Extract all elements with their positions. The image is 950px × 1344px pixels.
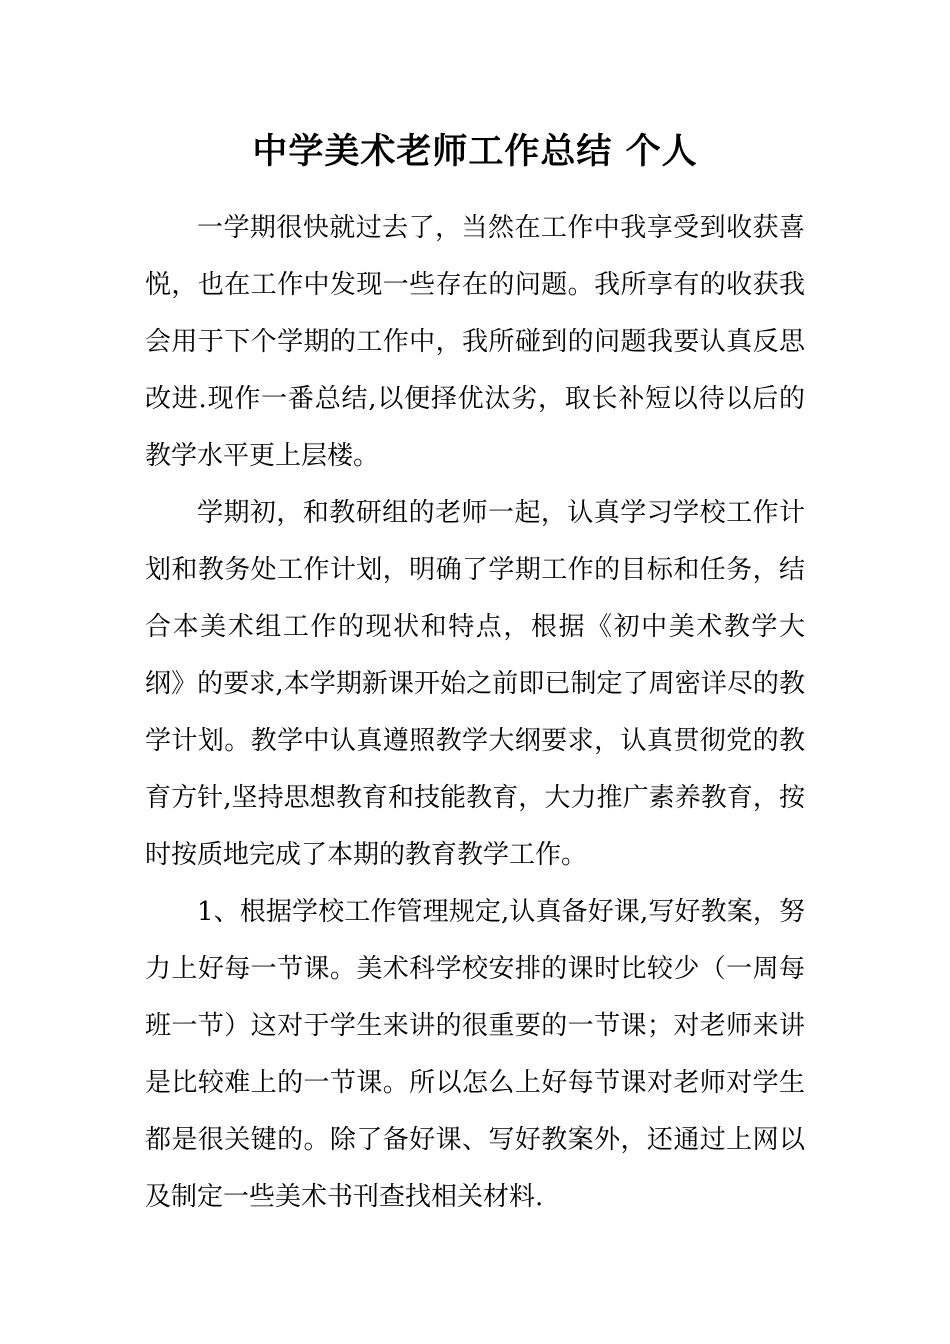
paragraph-intro: 一学期很快就过去了，当然在工作中我享受到收获喜悦，也在工作中发现一些存在的问题。我所享有的收获我会用于下个学期的工作中，我所碰到的问题我要认真反思改进.现作一番总结,以便择优汰劣，取长补短以待以后的教学水平更上层楼。 <box>145 213 805 471</box>
paragraph-item-1: 1、根据学校工作管理规定,认真备好课,写好教案，努力上好每一节课。美术科学校安排的课时比较少（一周每班一节）这对于学生来讲的很重要的一节课；对老师来讲是比较难上的一节课。所以怎么上好每节课对老师对学生都是很关键的。除了备好课、写好教案外，还通过上网以及制定一些美术书刊查找相关材料. <box>145 897 805 1212</box>
document-body <box>145 200 805 1226</box>
document-title: 中学美术老师工作总结 个人 <box>252 132 698 172</box>
paragraph-semester-start: 学期初，和教研组的老师一起，认真学习学校工作计划和教务处工作计划，明确了学期工作的目标和任务，结合本美术组工作的现状和特点，根据《初中美术教学大纲》的要求,本学期新课开始之前即已制定了周密详尽的教学计划。教学中认真遵照教学大纲要求，认真贯彻党的教育方针,坚持思想教育和技能教育，大力推广素养教育，按时按质地完成了本期的教育教学工作。 <box>145 498 805 870</box>
